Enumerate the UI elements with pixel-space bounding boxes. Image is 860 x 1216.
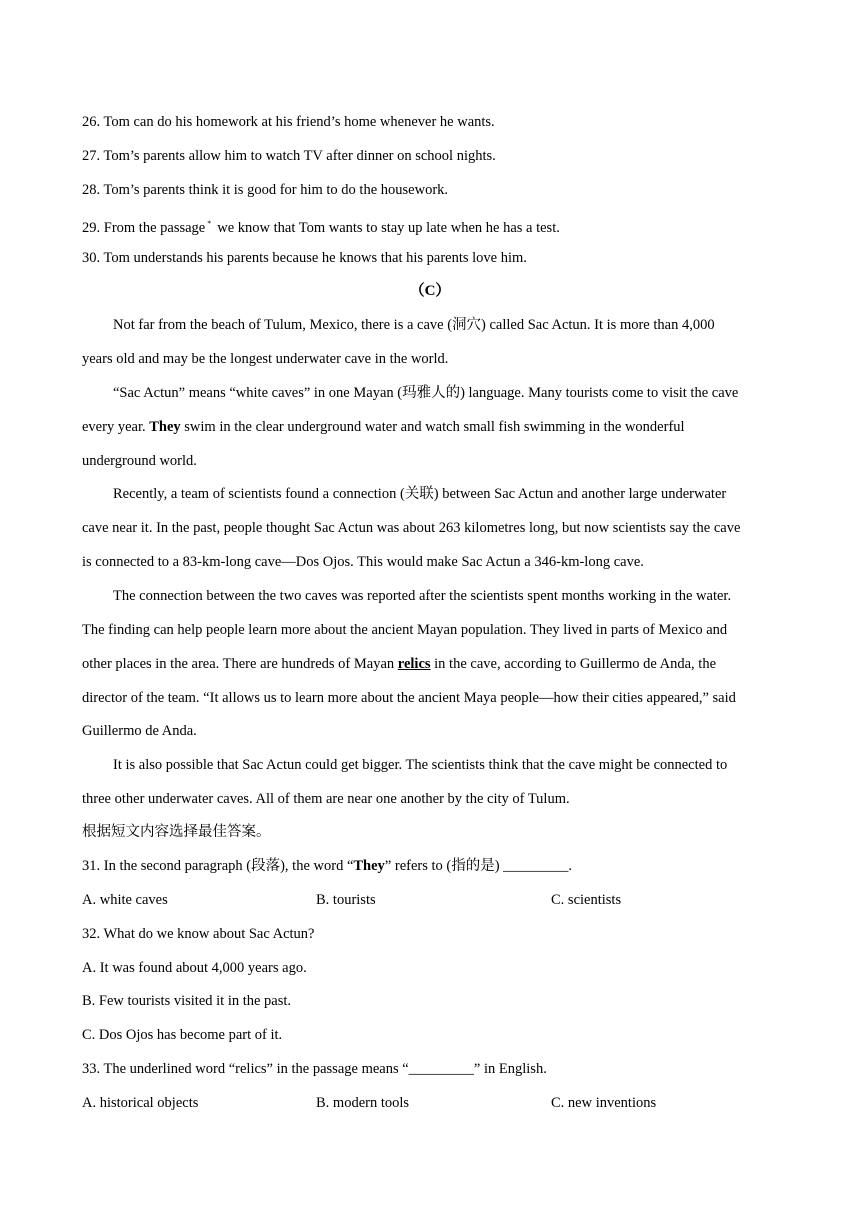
statement-29-mark: * [207,219,212,228]
paragraph-4-line-1: The connection between the two caves was reported after the scientists spent months working in the water. [113,588,732,604]
question-31-end: ” refers to (指的是) _________. [384,858,573,874]
question-33: 33. The underlined word “relics” in the passage means “_________” in English. [82,1061,547,1077]
option-33-c[interactable]: C. new inventions [551,1095,657,1111]
option-31-c[interactable]: C. scientists [551,892,622,908]
word-relics-underlined: relics [397,656,431,672]
paragraph-2-line-2 [82,418,685,436]
word-they-bold: They [149,419,181,435]
paragraph-2-line-2-end: swim in the clear underground water and watch small fish swimming in the wonderful [184,419,685,435]
statement-26: 26. Tom can do his homework at his friend’s home whenever he wants. [82,114,495,130]
question-31-options [82,891,782,909]
section-heading: （C） [409,283,451,299]
paragraph-1-line-1: Not far from the beach of Tulum, Mexico, there is a cave (洞穴) called Sac Actun. It is more than 4,000 [113,317,715,333]
paragraph-5-line-2: three other underwater caves. All of them are near one another by the city of Tulum. [82,791,570,807]
paragraph-4-line-4: director of the team. “It allows us to learn more about the ancient Maya people—how their cities appeared,” said [82,690,736,706]
statement-28: 28. Tom’s parents think it is good for him to do the housework. [82,182,449,198]
option-33-b[interactable]: B. modern tools [316,1095,410,1111]
paragraph-4-line-3-start: other places in the area. There are hundreds of Mayan [82,656,395,672]
question-31 [82,857,572,875]
statement-27: 27. Tom’s parents allow him to watch TV after dinner on school nights. [82,148,496,164]
question-31-start: 31. In the second paragraph (段落), the word “ [82,858,354,874]
question-31-bold-word: They [353,858,385,874]
paragraph-4-line-5: Guillermo de Anda. [82,723,197,739]
question-33-options [82,1094,782,1112]
option-31-a[interactable]: A. white caves [82,892,168,908]
statement-29 [82,215,560,237]
instruction: 根据短文内容选择最佳答案。 [82,824,271,840]
question-32: 32. What do we know about Sac Actun? [82,926,315,942]
option-32-c[interactable]: C. Dos Ojos has become part of it. [82,1027,283,1043]
paragraph-4-line-3-end: in the cave, according to Guillermo de Anda, the [434,656,717,672]
paragraph-2-line-3: underground world. [82,453,197,469]
option-32-a[interactable]: A. It was found about 4,000 years ago. [82,960,307,976]
statement-29-start: 29. From the passage [82,219,206,236]
paragraph-1-line-2: years old and may be the longest underwater cave in the world. [82,351,449,367]
paragraph-4-line-2: The finding can help people learn more about the ancient Mayan population. They lived in parts of Mexico and [82,622,728,638]
option-33-a[interactable]: A. historical objects [82,1095,199,1111]
paragraph-2-line-1: “Sac Actun” means “white caves” in one Mayan (玛雅人的) language. Many tourists come to visit the cave [113,385,739,401]
paragraph-5-line-1: It is also possible that Sac Actun could get bigger. The scientists think that the cave might be connected to [113,757,728,773]
paragraph-3-line-1: Recently, a team of scientists found a connection (关联) between Sac Actun and another large underwater [113,486,727,502]
paragraph-3-line-2: cave near it. In the past, people thought Sac Actun was about 263 kilometres long, but now scientists say the cave [82,520,741,536]
statement-30: 30. Tom understands his parents because he knows that his parents love him. [82,250,527,266]
option-31-b[interactable]: B. tourists [316,892,376,908]
option-32-b[interactable]: B. Few tourists visited it in the past. [82,993,292,1009]
statement-29-end: we know that Tom wants to stay up late when he has a test. [217,219,560,236]
paragraph-2-line-2-start: every year. [82,419,146,435]
paragraph-3-line-3: is connected to a 83-km-long cave—Dos Ojos. This would make Sac Actun a 346-km-long cave. [82,554,644,570]
paragraph-4-line-3 [82,655,716,673]
